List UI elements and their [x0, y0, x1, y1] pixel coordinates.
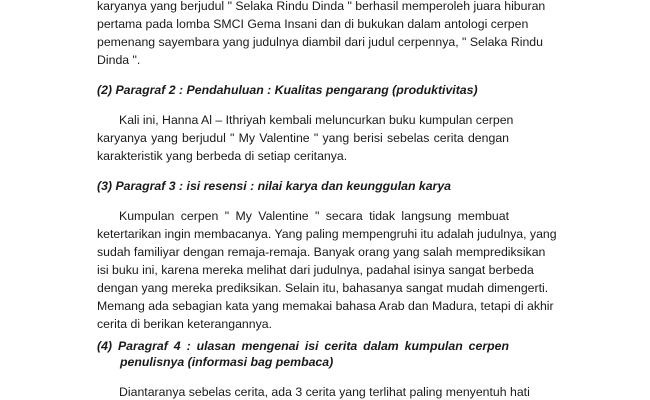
- intro-line-4: Dinda ".: [97, 53, 141, 67]
- p2-line-1: Kali ini, Hanna Al – Ithriyah kembali meluncurkan buku kumpulan cerpen: [119, 113, 514, 127]
- heading-paragraf-4-line-1: (4) Paragraf 4 : ulasan mengenai isi cerita dalam kumpulan cerpen: [97, 339, 509, 353]
- p3-line-4: isi buku ini, karena mereka melihat dari judulnya, padahal isinya sangat berbeda: [97, 263, 534, 277]
- p3-line-5: dengan yang mereka prediksikan. Selain itu, bahasanya sangat mudah dimengerti.: [97, 281, 549, 295]
- heading-paragraf-2: (2) Paragraf 2 : Pendahuluan : Kualitas pengarang (produktivitas): [97, 83, 478, 97]
- p3-line-7: cerita di berikan keterangannya.: [97, 317, 272, 331]
- heading-paragraf-4-line-2: penulisnya (informasi bag pembaca): [120, 355, 334, 369]
- p2-line-2: karyanya yang berjudul " My Valentine " yang berisi sebelas cerita dengan: [97, 131, 509, 145]
- p3-line-1: Kumpulan cerpen " My Valentine " secara tidak langsung membuat: [119, 209, 509, 223]
- p3-line-3: sudah familiyar dengan remaja-remaja. Banyak orang yang salah memprediksikan: [97, 245, 546, 259]
- intro-line-3: pemenang sayembara yang judulnya diambil dari judul cerpennya, " Selaka Rindu: [97, 35, 543, 49]
- intro-line-2: pertama pada lomba SMCI Gema Insani dan di bukukan dalam antologi cerpen: [97, 17, 529, 31]
- p2-line-3: karakteristik yang berbeda di setiap ceritanya.: [97, 149, 348, 163]
- p4-line-1: Diantaranya sebelas cerita, ada 3 cerita yang terlihat paling menyentuh hati: [119, 385, 530, 399]
- p3-line-6: Memang ada sebagian kata yang memakai bahasa Arab dan Madura, tetapi di akhir: [97, 299, 554, 313]
- intro-line-1: karyanya yang berjudul " Selaka Rindu Dinda " berhasil memperoleh juara hiburan: [97, 0, 546, 13]
- p3-line-2: ketertarikan ingin membacanya. Yang paling mempengruhi itu adalah judulnya, yang: [97, 227, 557, 241]
- heading-paragraf-3: (3) Paragraf 3 : isi resensi : nilai karya dan keunggulan karya: [97, 179, 452, 193]
